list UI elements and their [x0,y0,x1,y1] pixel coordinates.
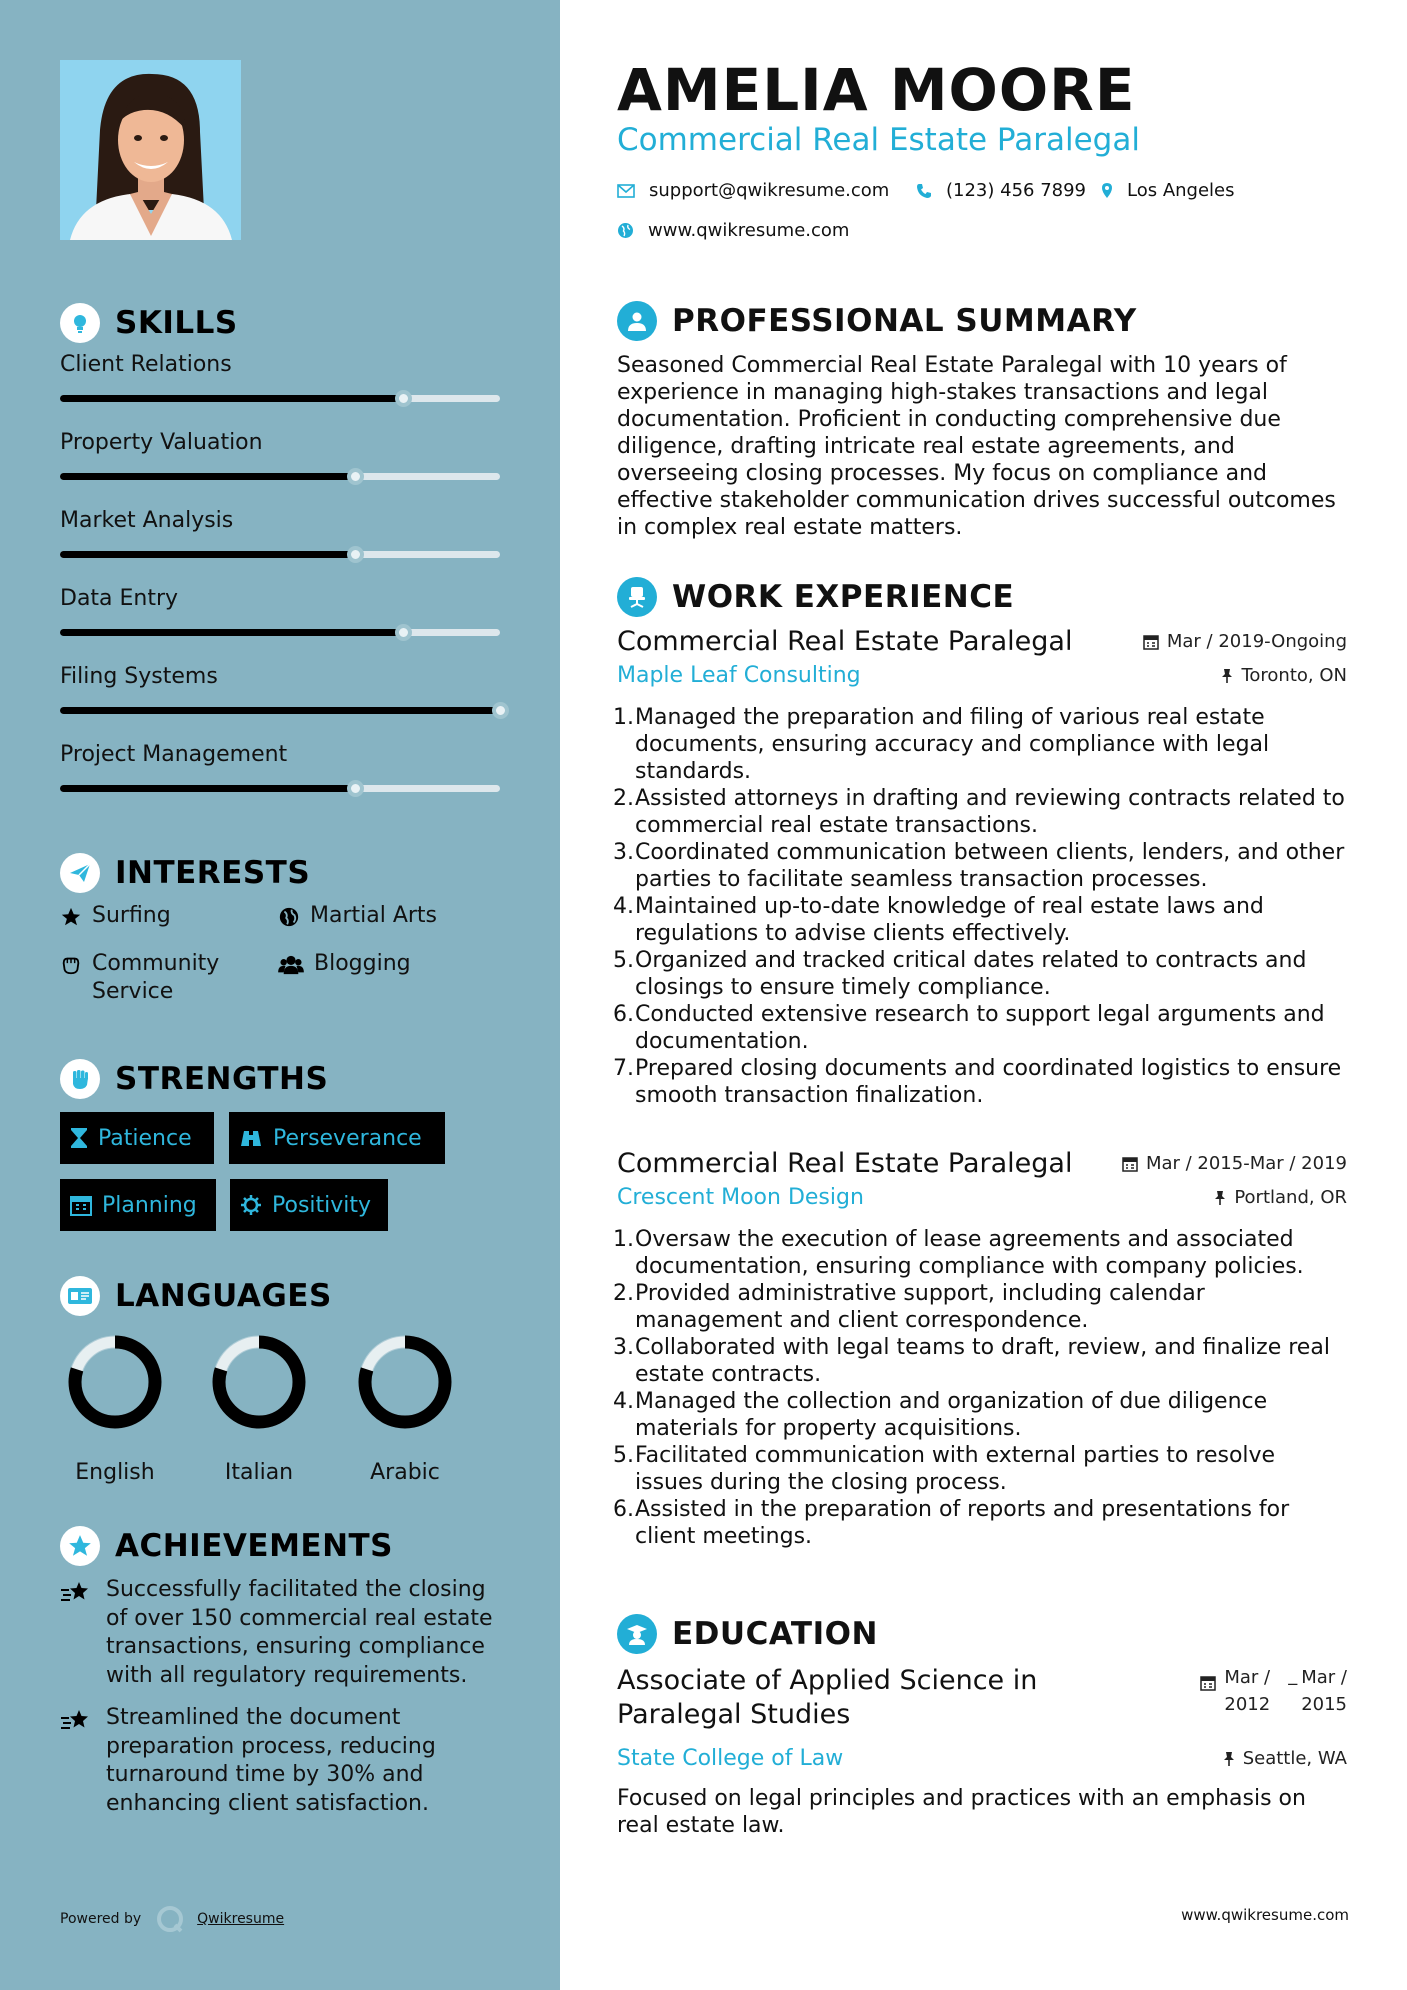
strength-tag [60,1179,216,1231]
education-start-month: Mar / [1224,1667,1271,1688]
email-text: support@qwikresume.com [649,180,890,201]
qwikresume-logo-icon [155,1904,185,1934]
education-location-text: Seattle, WA [1242,1748,1347,1769]
job-entry [617,1148,1347,1550]
skill-fill [60,551,355,558]
powered-by [60,1904,284,1934]
shooting-star-icon [60,1578,92,1606]
skills-title: SKILLS [115,305,238,341]
job-bullet: Facilitated communication with external parties to resolve issues during the closing process. [635,1443,1276,1495]
graduate-icon [617,1614,657,1654]
job-dates-text: Mar / 2019-Ongoing [1166,631,1347,652]
job-bullet: Managed the collection and organization of due diligence materials for property acquisitions. [635,1389,1268,1441]
pushpin-icon [1221,668,1233,684]
contact-location [1101,180,1235,201]
education-date-separator: _ [1288,1665,1298,1686]
job-bullet: Assisted attorneys in drafting and reviewing contracts related to commercial real estate transactions. [635,786,1345,838]
skill-item [60,430,500,480]
star-badge-icon [60,1526,100,1566]
strength-tag [60,1112,214,1164]
qwikresume-link[interactable]: Qwikresume [197,1911,285,1927]
education-location [1223,1748,1347,1769]
profile-photo [60,60,241,240]
job-location [1221,665,1347,686]
calendar-icon [1122,1156,1138,1172]
language-name: Arabic [370,1460,440,1485]
shooting-star-icon [60,1706,92,1734]
skill-bar [60,551,500,558]
education-dates [1200,1664,1347,1718]
skill-name: Property Valuation [60,430,263,455]
job-bullet: Assisted in the preparation of reports and presentations for client meetings. [635,1497,1290,1549]
language-name: Italian [224,1460,294,1485]
job-location-text: Portland, OR [1234,1187,1347,1208]
summary-title: PROFESSIONAL SUMMARY [672,303,1137,339]
contact-phone[interactable] [916,180,1086,201]
skill-fill [60,785,355,792]
skills-heading [60,303,238,343]
language-item [67,1334,163,1485]
achievement-text: Successfully facilitated the closing of over 150 commercial real estate transactions, ensuring compliance with all regulatory requirements. [106,1577,493,1688]
interest-item [278,902,437,930]
skill-item [60,508,500,558]
calendar-icon [70,1194,92,1216]
language-ring [211,1334,307,1430]
achievement-item [60,1704,510,1818]
phone-icon [916,183,932,199]
candidate-title: Commercial Real Estate Paralegal [617,122,1140,158]
envelope-icon [617,184,635,198]
powered-by-label: Powered by [60,1911,142,1927]
footer-website-link[interactable]: www.qwikresume.com [1181,1906,1349,1924]
job-position: Commercial Real Estate Paralegal [617,1148,1073,1179]
pushpin-icon [1214,1190,1226,1206]
strengths-title: STRENGTHS [115,1061,329,1097]
website-text: www.qwikresume.com [648,220,850,241]
user-icon [617,301,657,341]
job-bullet: Organized and tracked critical dates related to contracts and closings to ensure timely compliance. [635,948,1307,1000]
contact-website[interactable] [617,220,849,241]
skill-name: Data Entry [60,586,179,611]
star-icon [60,906,82,928]
skill-knob [492,702,509,719]
map-pin-icon [1101,182,1113,199]
skill-name: Project Management [60,742,288,767]
skill-knob [347,468,364,485]
users-icon [278,954,304,976]
portrait-illustration [60,60,241,240]
job-entry [617,626,1347,1109]
job-dates-text: Mar / 2015-Mar / 2019 [1145,1153,1347,1174]
achievement-text: Streamlined the document preparation process, reducing turnaround time by 30% and enhancing client satisfaction. [106,1705,436,1816]
skill-bar [60,785,500,792]
skill-bar [60,629,500,636]
education-entry [617,1664,1347,1839]
job-bullet: Maintained up-to-date knowledge of real estate laws and regulations to advise clients effectively. [635,894,1264,946]
gear-icon [240,1194,262,1216]
skill-item [60,664,500,714]
strength-label: Patience [98,1125,192,1151]
education-school: State College of Law [617,1746,844,1771]
job-bullet: Provided administrative support, including calendar management and client correspondence. [635,1281,1205,1333]
experience-title: WORK EXPERIENCE [672,579,1015,615]
languages-title: LANGUAGES [115,1278,332,1314]
interest-item [60,902,171,930]
globe-icon [278,906,300,928]
hand-icon [60,954,82,976]
pushpin-icon [1223,1751,1235,1767]
id-card-icon [60,1276,100,1316]
language-item [211,1334,307,1485]
language-ring [357,1334,453,1430]
job-bullet: Oversaw the execution of lease agreements and associated documentation, ensuring compliance with company policies. [635,1227,1304,1279]
job-responsibilities [617,704,1347,1109]
interest-label: Blogging [314,951,411,976]
strength-tag [229,1112,445,1164]
strength-tag [230,1179,388,1231]
achievements-title: ACHIEVEMENTS [115,1528,394,1564]
location-text: Los Angeles [1127,180,1235,201]
experience-heading [617,577,1014,617]
education-heading [617,1614,878,1654]
education-description: Focused on legal principles and practices with an emphasis on real estate law. [617,1786,1306,1838]
office-chair-icon [617,577,657,617]
hourglass-icon [70,1127,88,1149]
skill-fill [60,629,403,636]
phone-text: (123) 456 7899 [946,180,1087,201]
binoculars-icon [239,1128,263,1148]
job-bullet: Managed the preparation and filing of various real estate documents, ensuring accuracy and compliance with legal standards. [635,705,1270,784]
achievement-item [60,1576,510,1690]
job-company: Maple Leaf Consulting [617,663,861,688]
summary-text: Seasoned Commercial Real Estate Paralegal with 10 years of experience in managing high-stakes transactions and legal documentation. Proficient in conducting comprehensive due diligence, drafting intricate real estate agreements, and overseeing closing processes. My focus on compliance and effective stakeholder communication drives successful outcomes in complex real estate matters. [617,353,1336,540]
fist-icon [60,1059,100,1099]
skill-name: Filing Systems [60,664,218,689]
job-bullet: Prepared closing documents and coordinated logistics to ensure smooth transaction finalization. [635,1056,1342,1108]
skill-knob [395,624,412,641]
interest-label: Surfing [92,903,171,928]
language-ring [67,1334,163,1430]
paper-plane-icon [60,853,100,893]
job-location-text: Toronto, ON [1241,665,1347,686]
job-location [1214,1187,1347,1208]
job-dates [1122,1153,1347,1174]
interests-title: INTERESTS [115,855,311,891]
job-position: Commercial Real Estate Paralegal [617,626,1073,657]
strength-label: Planning [102,1192,197,1218]
job-responsibilities [617,1226,1347,1550]
skill-bar [60,473,500,480]
job-bullet: Coordinated communication between clients, lenders, and other parties to facilitate seamless transaction processes. [635,840,1345,892]
job-dates [1143,631,1347,652]
strengths-heading [60,1059,328,1099]
interest-item [278,950,411,978]
languages-heading [60,1276,332,1316]
calendar-icon [1200,1675,1216,1691]
skill-knob [347,780,364,797]
skill-knob [347,546,364,563]
skill-fill [60,707,500,714]
skill-name: Market Analysis [60,508,234,533]
contact-email[interactable] [617,180,889,201]
summary-heading [617,301,1137,341]
education-end-month: Mar / [1301,1667,1347,1688]
achievements-heading [60,1526,393,1566]
job-bullet: Collaborated with legal teams to draft, review, and finalize real estate contracts. [635,1335,1330,1387]
interest-label: Martial Arts [310,903,438,928]
job-company: Crescent Moon Design [617,1185,864,1210]
lightbulb-icon [60,303,100,343]
globe-icon [617,222,634,239]
job-bullet: Conducted extensive research to support legal arguments and documentation. [635,1002,1325,1054]
skill-item [60,742,500,792]
interest-label: Community Service [92,951,220,1004]
interest-item [60,950,260,1006]
skill-item [60,586,500,636]
candidate-name: AMELIA MOORE [617,56,1136,124]
strength-label: Perseverance [273,1125,422,1151]
skill-fill [60,473,355,480]
education-degree: Associate of Applied Science in Paralegal Studies [617,1665,1038,1730]
skill-bar [60,707,500,714]
skill-fill [60,395,403,402]
strength-label: Positivity [272,1192,372,1218]
language-name: English [75,1460,155,1485]
calendar-icon [1143,634,1159,650]
skill-item [60,352,500,402]
skill-name: Client Relations [60,352,232,377]
sidebar [0,0,560,1990]
language-item [357,1334,453,1485]
education-end-year: 2015 [1301,1694,1347,1715]
skill-knob [395,390,412,407]
education-title: EDUCATION [672,1616,878,1652]
skill-bar [60,395,500,402]
education-start-year: 2012 [1224,1694,1271,1715]
interests-heading [60,853,310,893]
